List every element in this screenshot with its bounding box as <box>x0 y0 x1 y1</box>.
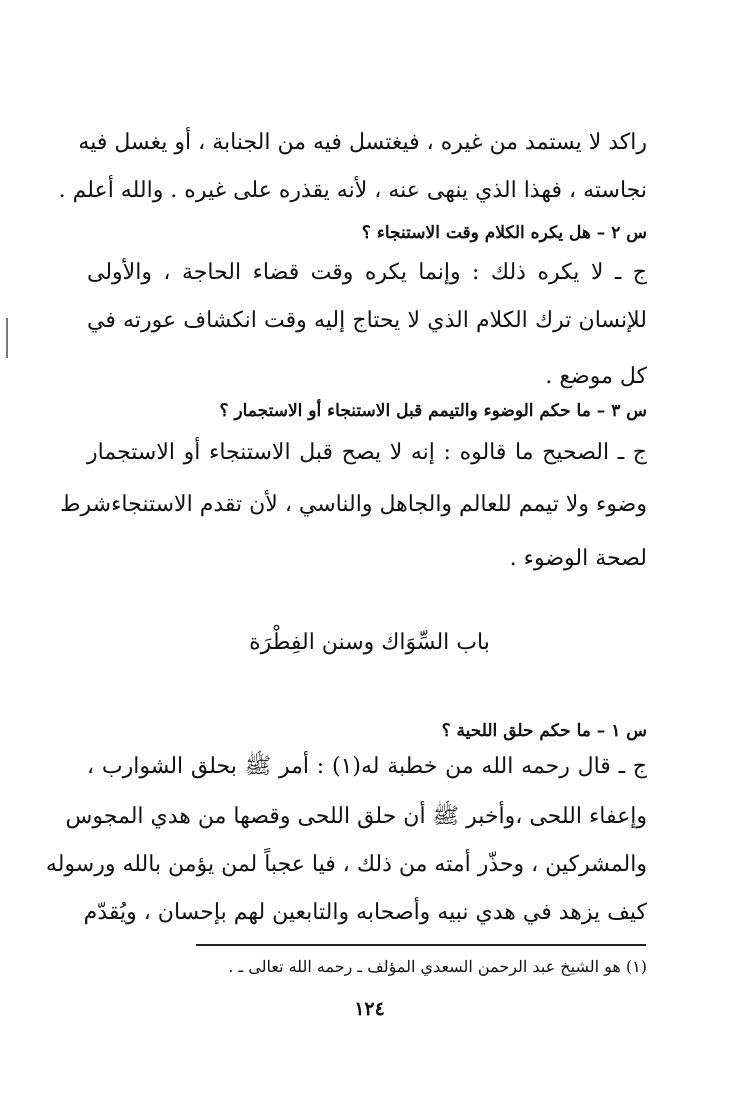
body-line: راكد لا يستمد من غيره ، فيغتسل فيه من الجنابة ، أو يغسل فيه <box>78 130 647 155</box>
footnote: (١) هو الشيخ عبد الرحمن السعدي المؤلف ـ رحمه الله تعالى ـ . <box>228 957 647 976</box>
answer-line: ج ـ قال رحمه الله من خطبة له(١) : أمر ﷺ بحلق الشوارب ، <box>87 754 647 779</box>
answer-line: لصحة الوضوء . <box>509 546 647 571</box>
answer-line: وإعفاء اللحى ،وأخبر ﷺ أن حلق اللحى وقصها من هدي المجوس <box>65 804 647 829</box>
answer-line: ج ـ الصحيح ما قالوه : إنه لا يصح قبل الاستنجاء أو الاستجمار <box>87 440 647 465</box>
body-line: نجاسته ، فهذا الذي ينهى عنه ، لأنه يقذره على غيره . والله أعلم . <box>58 178 647 203</box>
scan-edge-mark <box>6 318 8 358</box>
answer-line: ج ـ لا يكره ذلك : وإنما يكره وقت قضاء الحاجة ، والأولى <box>87 260 647 285</box>
question-heading: س ٣ – ما حكم الوضوء والتيمم قبل الاستنجاء أو الاستجمار ؟ <box>219 401 647 421</box>
answer-line: والمشركين ، وحذّر أمته من ذلك ، فيا عجباً لمن يؤمن بالله ورسوله <box>45 852 647 877</box>
answer-line: وضوء ولا تيمم للعالم والجاهل والناسي ، لأن تقدم الاستنجاءشرط <box>60 492 647 517</box>
answer-line: كل موضع . <box>545 364 647 389</box>
chapter-title: باب السِّوَاك وسنن الفِطْرَة <box>249 630 490 655</box>
page-number: ١٢٤ <box>354 998 385 1020</box>
footnote-divider <box>196 944 646 946</box>
answer-line: للإنسان ترك الكلام الذي لا يحتاج إليه وقت انكشاف عورته في <box>87 308 647 333</box>
answer-line: كيف يزهد في هدي نبيه وأصحابه والتابعين لهم بإحسان ، ويُقدّم <box>83 900 647 925</box>
question-heading: س ٢ – هل يكره الكلام وقت الاستنجاء ؟ <box>361 223 647 243</box>
question-heading: س ١ – ما حكم حلق اللحية ؟ <box>441 721 647 741</box>
